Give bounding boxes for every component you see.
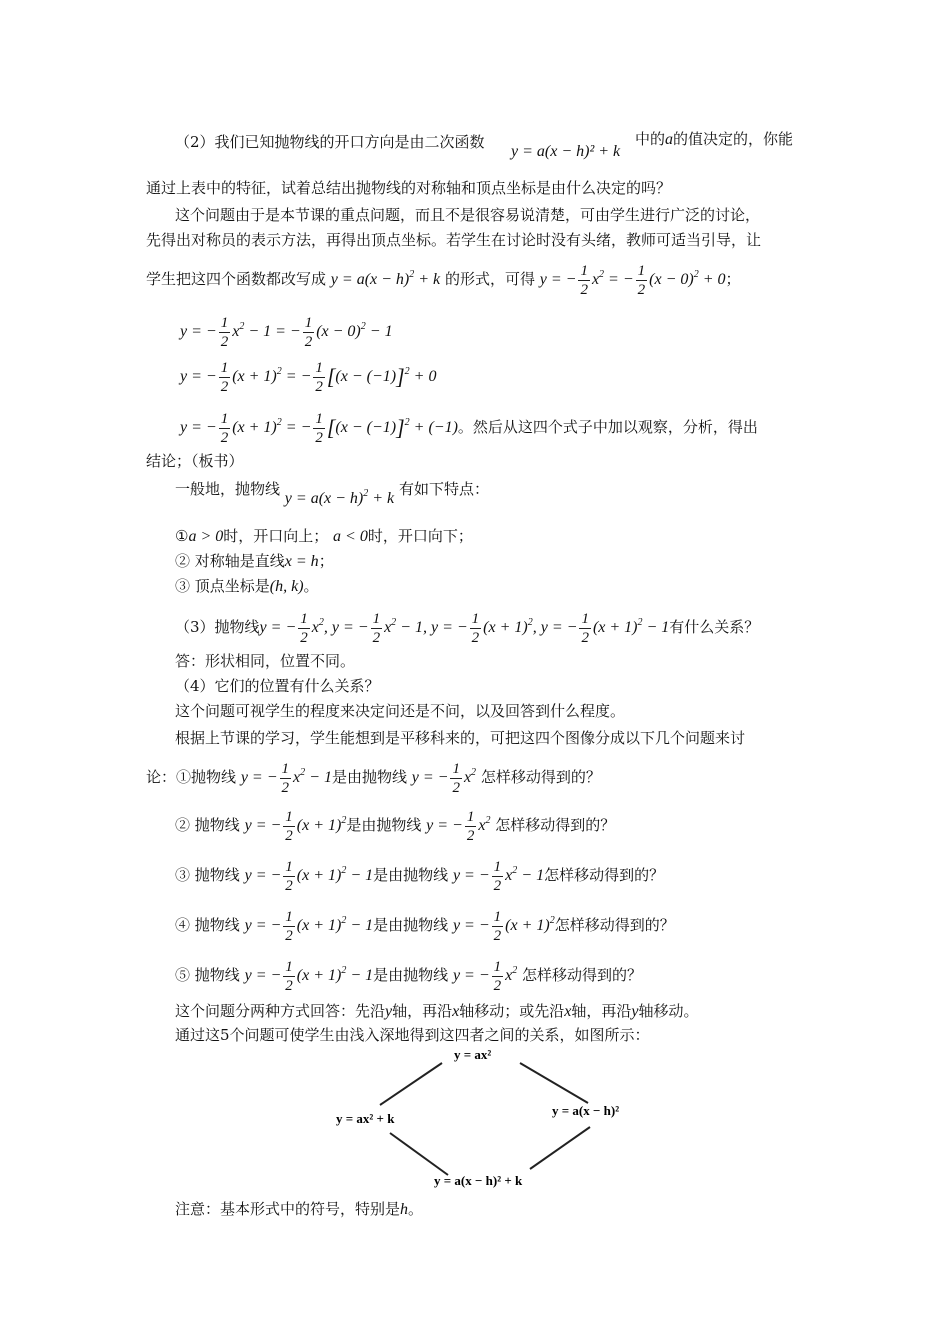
a-negative: a < 0 <box>333 528 368 545</box>
q4-line2 <box>175 727 745 749</box>
q2-formula <box>511 140 620 163</box>
discuss-line7 <box>146 450 244 472</box>
general-text-b: 有如下特点： <box>398 480 489 498</box>
discuss-text-6: 。然后从这四个式子中加以观察，分析，得出 <box>457 418 758 437</box>
discuss-text-3b: 的形式，可得 <box>444 270 535 289</box>
node-top: y = ax² <box>454 1047 492 1062</box>
q4-title <box>175 675 380 697</box>
closing-text-2: 通过这5个问题可使学生由浅入深地得到这四者之间的关系，如图所示： <box>175 1026 650 1044</box>
axis-formula: x = h <box>284 553 319 570</box>
q2-line1-tail <box>635 128 793 151</box>
discuss-line2 <box>146 229 761 251</box>
node-right: y = a(x − h)² <box>552 1103 620 1118</box>
q2-text-c: 的值决定的，你能 <box>673 130 794 148</box>
a-positive: a > 0 <box>188 528 224 545</box>
q2-line2 <box>146 177 671 199</box>
sub-question-1: 论：①抛物线 y = − $\frac{1}{2}$ $x^2 - 1$是由抛物线 y = − $\frac{1}{2}$ $x^2$ 怎样移动得到的？ <box>146 761 601 796</box>
sub-question-4: ④ 抛物线 y = − $\frac{1}{2}$ $(x + 1)^2 - 1$是由抛物线 y = − $\frac{1}{2}$ $(x + 1)^2$怎样移动得到的？ <box>175 909 675 944</box>
discuss-text-3a: 学生把这四个函数都改写成 <box>146 270 327 289</box>
q4-text-l2: 根据上节课的学习，学生能想到是平移科来的，可把这四个图像分成以下几个问题来讨 <box>175 729 746 747</box>
eq2: y = − $\frac{1}{2}$ $x^2 - 1$ = − $\frac{1}{2}$ $(x - 0)^2 - 1$ <box>180 315 393 350</box>
edge-top-left <box>380 1063 442 1105</box>
closing-line1: 这个问题分两种方式回答：先沿y轴，再沿x轴移动；或先沿x轴，再沿y轴移动。 <box>175 1002 699 1020</box>
q3-line: （3）抛物线y = − $\frac{1}{2}$ $x^2$, y = − $\frac{1}{2}$ $x^2 - 1$, y = − $\frac{1}{2}$ $(x + 1)^2$, y = − $\frac{1}{2}$ $(x + 1)^2 - 1$有什么关系？ <box>175 611 760 646</box>
node-bottom: y = a(x − h)² + k <box>434 1173 523 1188</box>
q2-line1 <box>175 131 485 153</box>
q3-text-a: （3）抛物线 <box>175 618 260 637</box>
q2-text-a: （2）我们已知抛物线的开口方向是由二次函数 <box>175 133 485 151</box>
semicolon: ； <box>725 270 741 289</box>
q4-text-a: （4）它们的位置有什么关系？ <box>175 677 380 695</box>
property-1: ①a > 0时，开口向上； a < 0时，开口向下； <box>175 527 473 545</box>
edge-right-bottom <box>530 1127 590 1169</box>
vertex-form-inline: $y = a(x - h)^2 + k$ <box>330 269 441 289</box>
general-line <box>175 478 489 507</box>
general-text-a: 一般地，抛物线 <box>175 480 281 498</box>
discuss-text-2: 先得出对称员的表示方法，再得出顶点坐标。若学生在讨论时没有头绪，教师可适当引导，让 <box>146 231 762 249</box>
discuss-line3 <box>146 262 741 299</box>
sub-question-3: ③ 抛物线 y = − $\frac{1}{2}$ $(x + 1)^2 - 1$是由抛物线 y = − $\frac{1}{2}$ $x^2 - 1$怎样移动得到的？ <box>175 859 665 894</box>
q2-text-d: 通过上表中的特征，试着总结出抛物线的对称轴和顶点坐标是由什么决定的吗？ <box>146 179 672 197</box>
node-left: y = ax² + k <box>336 1111 395 1126</box>
var-a: a <box>665 131 674 148</box>
sub-question-5: ⑤ 抛物线 y = − $\frac{1}{2}$ $(x + 1)^2 - 1$是由抛物线 y = − $\frac{1}{2}$ $x^2$ 怎样移动得到的？ <box>175 959 643 994</box>
vertex-form-formula: y = a(x − h)² + k <box>511 143 621 160</box>
property-3: ③ 顶点坐标是(h, k)。 <box>175 577 319 595</box>
vertex-formula: (h, k) <box>269 578 304 595</box>
relationship-diagram <box>330 1045 640 1195</box>
sub-question-2: ② 抛物线 y = − $\frac{1}{2}$ $(x + 1)^2$是由抛物线 y = − $\frac{1}{2}$ $x^2$ 怎样移动得到的？ <box>175 809 616 844</box>
discuss-line1 <box>175 204 760 226</box>
q3-answer <box>175 650 355 672</box>
edge-top-right <box>520 1063 588 1103</box>
closing-line2 <box>175 1024 650 1046</box>
q3-answer-text: 答：形状相同，位置不同。 <box>175 652 356 670</box>
q3-text-b: 有什么关系？ <box>669 618 760 637</box>
discuss-text-1: 这个问题由于是本节课的重点问题，而且不是很容易说清楚，可由学生进行广泛的讨论， <box>175 206 761 224</box>
q4-text-l1: 这个问题可视学生的程度来决定问还是不问，以及回答到什么程度。 <box>175 702 626 720</box>
property-2: ② 对称轴是直线x = h； <box>175 552 334 570</box>
q4-line1 <box>175 700 625 722</box>
edge-left-bottom <box>390 1133 448 1175</box>
q2-text-b: 中的 <box>635 130 666 148</box>
note-line: 注意：基本形式中的符号，特别是h。 <box>175 1200 424 1218</box>
eq3: y = − $\frac{1}{2}$ $(x + 1)^2$ = − $\frac{1}{2}$ [$(x - (-1)]^2 + 0$ <box>180 360 437 395</box>
eq1: y = − $\frac{1}{2}$ $x^2$ = − $\frac{1}{2}$ $(x - 0)^2 + 0$ <box>539 263 726 298</box>
vertex-form-general: $y = a(x - h)^2 + k$ <box>284 488 395 507</box>
eq4: y = − $\frac{1}{2}$ $(x + 1)^2$ = − $\frac{1}{2}$ [$(x - (-1)]^2 + (-1)$。然后从这四个式子中加以观察，分析，得出 <box>180 411 758 446</box>
discuss-text-7: 结论；（板书） <box>146 452 244 470</box>
